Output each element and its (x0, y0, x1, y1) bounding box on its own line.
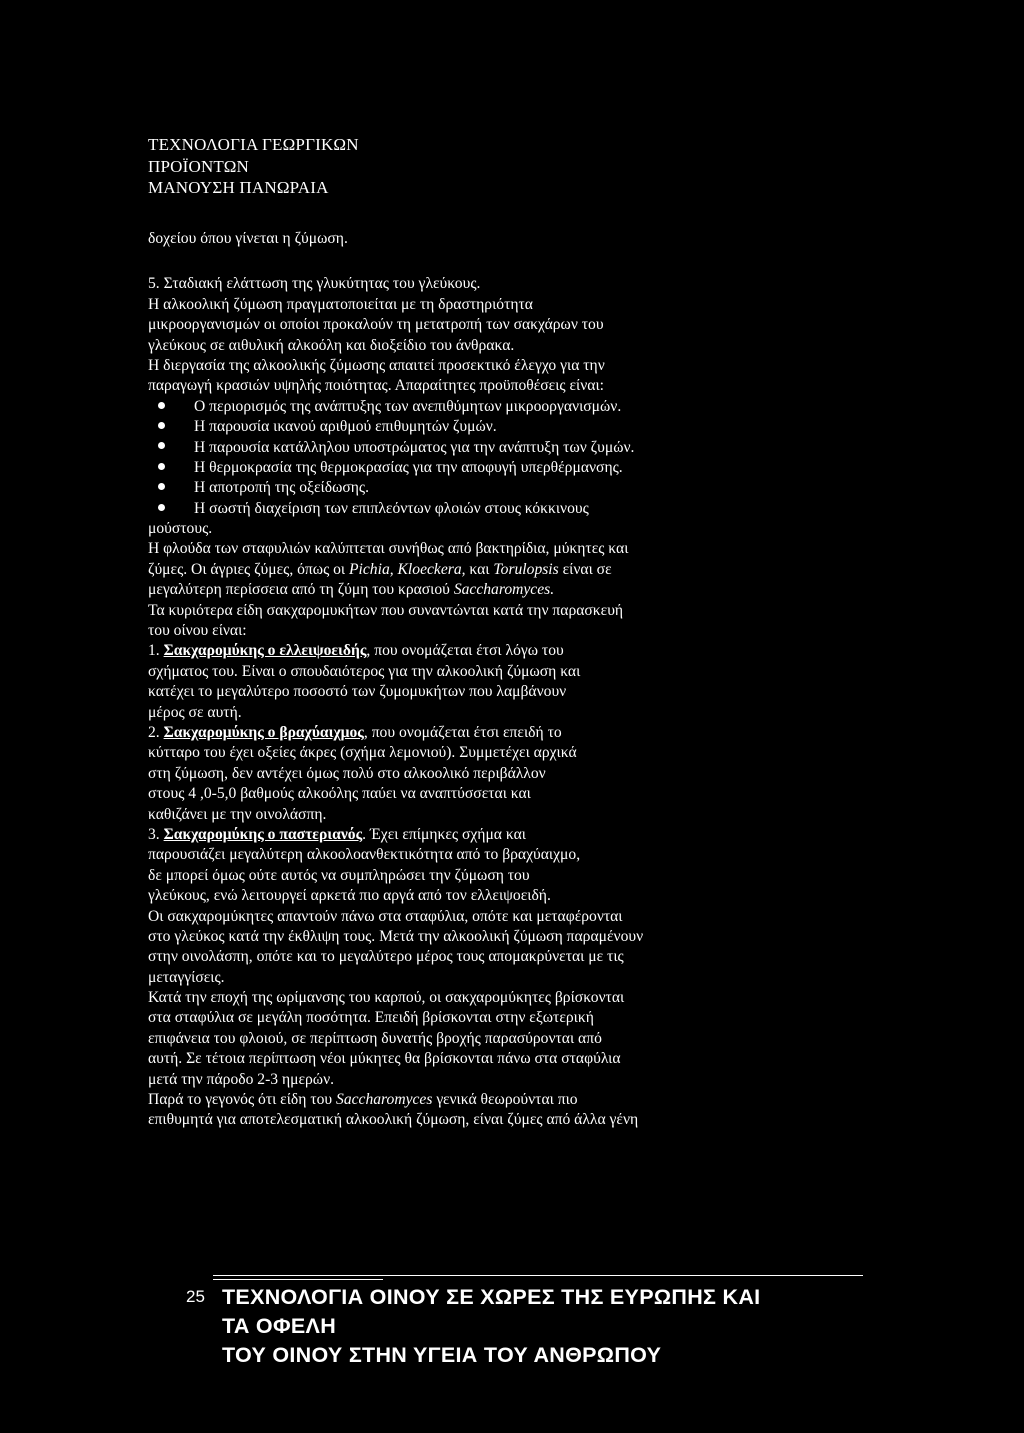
text-line: Η αλκοολική ζύμωση πραγματοποιείται με τη δραστηριότητα (148, 295, 533, 313)
text-line: ζύμες. Οι άγριες ζύμες, όπως οι Pichia, Kloeckera, και Torulopsis είναι σε (148, 560, 612, 578)
footer-divider (213, 1279, 383, 1280)
footer-line-2: ΤΑ ΟΦΕΛΗ (222, 1314, 337, 1338)
text-line: μεγαλύτερη περίσσεια από τη ζύμη του κρασιού Saccharomyces. (148, 581, 555, 599)
header-line-3: ΜΑΝΟΥΣΗ ΠΑΝΩΡΑΙΑ (148, 178, 329, 197)
text-line: στα σταφύλια σε μεγάλη ποσότητα. Επειδή βρίσκονται στην εξωτερική (148, 1009, 594, 1027)
bullet-icon (158, 422, 165, 429)
text-line: Τα κυριότερα είδη σακχαρομυκήτων που συναντώνται κατά την παρασκευή (148, 601, 624, 619)
text-line: μεταγγίσεις. (148, 968, 225, 986)
header-line-2: ΠΡΟΪΟΝΤΩΝ (148, 156, 250, 176)
text-line: του οίνου είναι: (148, 622, 247, 640)
header-line-1: ΤΕΧΝΟΛΟΓΙΑ ΓΕΩΡΓΙΚΩΝ (148, 135, 359, 154)
text-line: Παρά το γεγονός ότι είδη του Saccharomyces γενικά θεωρούνται πιο (148, 1091, 578, 1109)
list-item: Η σωστή διαχείριση των επιπλεόντων φλοιών στους κόκκινους (148, 499, 778, 519)
page-number: 25 (186, 1287, 205, 1306)
text-line: στους 4 ,0-5,0 βαθμούς αλκοόλης παύει να αναπτύσσεται και (148, 785, 531, 803)
page-footer (222, 1283, 760, 1370)
text-line: Οι σακχαρομύκητες απαντούν πάνω στα σταφύλια, οπότε και μεταφέρονται (148, 907, 623, 925)
text-line: δε μπορεί όμως ούτε αυτός να συμπληρώσει την ζύμωση του (148, 866, 530, 884)
text-line: μετά την πάροδο 2-3 ημερών. (148, 1070, 335, 1088)
text-line: κατέχει το μεγαλύτερο ποσοστό των ζυμομυκήτων που λαμβάνουν (148, 683, 567, 701)
text-line: αυτή. Σε τέτοια περίπτωση νέοι μύκητες θα βρίσκονται πάνω στα σταφύλια (148, 1050, 621, 1068)
text-line: Κατά την εποχή της ωρίμανσης του καρπού, οι σακχαρομύκητες βρίσκονται (148, 989, 625, 1007)
bullet-icon (158, 483, 165, 490)
list-item: Η παρουσία κατάλληλου υποστρώματος για την ανάπτυξη των ζυμών. (148, 438, 778, 458)
text-line: σχήματος του. Είναι ο σπουδαιότερος για την αλκοολική ζύμωση και (148, 662, 581, 680)
text-line: στο γλεύκος κατά την έκθλιψη τους. Μετά την αλκοολική ζύμωση παραμένουν (148, 927, 644, 945)
text-line: επιθυμητά για αποτελεσματική αλκοολική ζύμωση, είναι ζύμες από άλλα γένη (148, 1111, 639, 1129)
text-line: παρουσιάζει μεγαλύτερη αλκοολοανθεκτικότητα από το βραχύαιχμο, (148, 846, 581, 864)
text-line: παραγωγή κρασιών υψηλής ποιότητας. Απαραίτητες προϋποθέσεις είναι: (148, 377, 604, 395)
text-line: μούστους. (148, 520, 213, 538)
list-item: Ο περιορισμός της ανάπτυξης των ανεπιθύμητων μικροοργανισμών. (148, 397, 778, 417)
list-item: Η παρουσία ικανού αριθμού επιθυμητών ζυμών. (148, 417, 778, 437)
list-item: Η θερμοκρασία της θερμοκρασίας για την αποφυγή υπερθέρμανσης. (148, 458, 778, 478)
footer-line-3: ΤΟΥ ΟΙΝΟΥ ΣΤΗΝ ΥΓΕΙΑ ΤΟΥ ΑΝΘΡΩΠΟΥ (222, 1343, 662, 1367)
bullet-icon (158, 442, 165, 449)
text-line: κύτταρο του έχει οξείες άκρες (σχήμα λεμονιού). Συμμετέχει αρχικά (148, 744, 577, 762)
text-line: μέρος σε αυτή. (148, 703, 242, 721)
text-line: στη ζύμωση, δεν αντέχει όμως πολύ στο αλκοολικό περιβάλλον (148, 764, 546, 782)
text-line: Η φλούδα των σταφυλιών καλύπτεται συνήθως από βακτηρίδια, μύκητες και (148, 540, 629, 558)
text-line: Η διεργασία της αλκοολικής ζύμωσης απαιτεί προσεκτικό έλεγχο για την (148, 356, 605, 374)
bullet-icon (158, 504, 165, 511)
text-line: επιφάνεια του φλοιού, σε περίπτωση δυνατής βροχής παρασύρονται από (148, 1029, 602, 1047)
footer-divider (213, 1275, 863, 1276)
body-text (148, 229, 778, 1131)
text-line: στην οινολάσπη, οπότε και το μεγαλύτερο μέρος τους απομακρύνεται με τις (148, 948, 624, 966)
footer-line-1: ΤΕΧΝΟΛΟΓΙΑ ΟΙΝΟΥ ΣΕ ΧΩΡΕΣ ΤΗΣ ΕΥΡΩΠΗΣ ΚΑΙ (222, 1285, 761, 1309)
bullet-icon (158, 402, 165, 409)
text-line: 5. Σταδιακή ελάττωση της γλυκύτητας του γλεύκους. (148, 275, 481, 293)
text-line: 3. Σακχαρομύκης ο παστεριανός. Έχει επίμηκες σχήμα και (148, 825, 526, 843)
list-item: Η αποτροπή της οξείδωσης. (148, 478, 778, 498)
text-line: καθιζάνει με την οινολάσπη. (148, 805, 327, 823)
text-line: 2. Σακχαρομύκης ο βραχύαιχμος, που ονομάζεται έτσι επειδή το (148, 723, 562, 741)
text-line: 1. Σακχαρομύκης ο ελλειψοειδής, που ονομάζεται έτσι λόγω του (148, 642, 564, 660)
text-line: δοχείου όπου γίνεται η ζύμωση. (148, 230, 348, 247)
bullet-icon (158, 463, 165, 470)
text-line: γλεύκους σε αιθυλική αλκοόλη και διοξείδιο του άνθρακα. (148, 336, 515, 354)
text-line: μικροοργανισμών οι οποίοι προκαλούν τη μετατροπή των σακχάρων του (148, 316, 604, 334)
page-header (148, 134, 359, 199)
text-line: γλεύκους, ενώ λειτουργεί αρκετά πιο αργά από τον ελλειψοειδή. (148, 887, 551, 905)
